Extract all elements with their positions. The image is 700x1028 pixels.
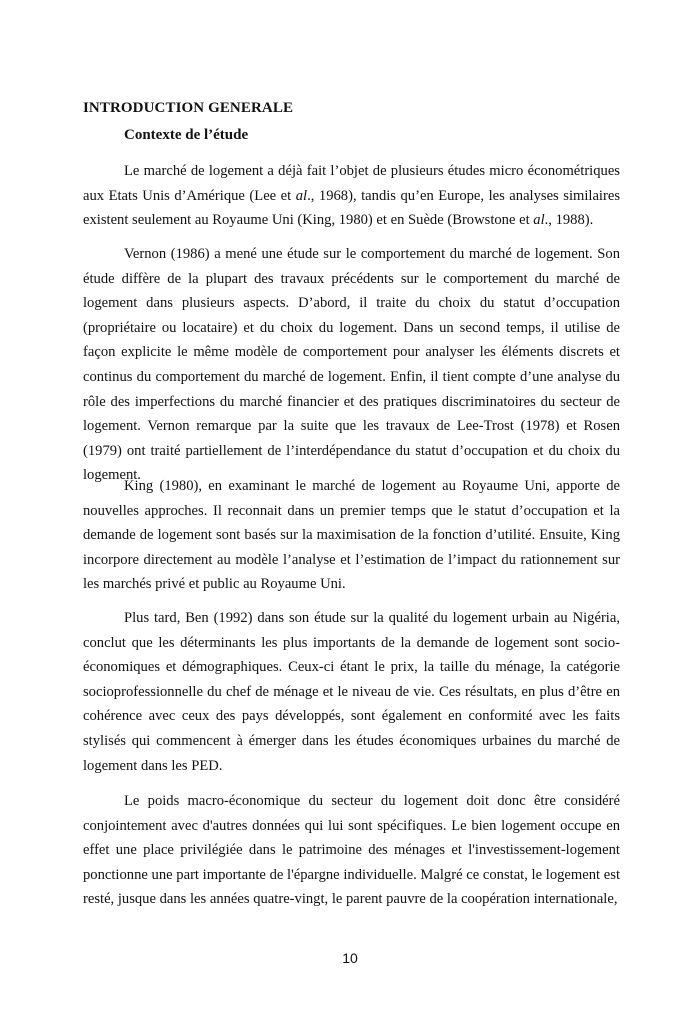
paragraph-2: Vernon (1986) a mené une étude sur le comportement du marché de logement. Son étude diffère de la plupart des travaux précédents sur le comportement du marché de logement dans plusieurs aspects. D’abord, il traite du choix du statut d’occupation (propriétaire ou locataire) et du choix du logement. Dans un second temps, il utilise de façon explicite le même modèle de comportement pour analyser les éléments discrets et continus du comportement du marché de logement. Enfin, il tient compte d’une analyse du rôle des imperfections du marché financier et des pratiques discriminatoires du secteur de logement. Vernon remarque par la suite que les travaux de Lee-Trost (1978) et Rosen (1979) ont traité partiellement de l’interdépendance du statut d’occupation et du choix du logement. <box>83 246 620 484</box>
paragraph-1-text-b: ., 1968), tandis qu’en Europe, les analyses similaires existent seulement au Royaume Uni (King, 1980) et en Suède (Browstone et <box>83 187 621 229</box>
paragraph-1-italic-1: al <box>295 187 308 204</box>
paragraph-5: Le poids macro-économique du secteur du logement doit donc être considéré conjointement avec d'autres données qui lui sont spécifiques. Le bien logement occupe en effet une place privilégiée dans le patrimoine des ménages et l'investissement-logement ponctionne une part importante de l'épargne individuelle. Malgré ce constat, le logement est resté, jusque dans les années quatre-vingt, le parent pauvre de la coopération internationale, <box>83 793 620 908</box>
page-number: 10 <box>342 950 358 966</box>
paragraph-1 <box>83 159 620 233</box>
subsection-heading: Contexte de l’étude <box>124 127 249 143</box>
paragraph-1-text-c: ., 1988). <box>544 212 594 229</box>
paragraph-1-italic-2: al <box>533 212 545 229</box>
paragraph-1-text-a: Le marché de logement a déjà fait l’objet de plusieurs études micro économétriques aux Etats Unis d’Amérique (Lee et <box>83 163 620 204</box>
section-heading: INTRODUCTION GENERALE <box>83 100 294 116</box>
paragraph-3: King (1980), en examinant le marché de logement au Royaume Uni, apporte de nouvelles approches. Il reconnait dans un premier temps que le statut d’occupation et la demande de logement sont basés sur la maximisation de la fonction d’utilité. Ensuite, King incorpore directement au modèle l’analyse et l’estimation de l’impact du rationnement sur les marchés privé et public au Royaume Uni. <box>83 478 620 593</box>
paragraph-4: Plus tard, Ben (1992) dans son étude sur la qualité du logement urbain au Nigéria, conclut que les déterminants les plus importants de la demande de logement sont socio-économiques et démographiques. Ceux-ci étant le prix, la taille du ménage, la catégorie socioprofessionnelle du chef de ménage et le niveau de vie. Ces résultats, en plus d’être en cohérence avec ceux des pays développés, sont également en conformité avec les faits stylisés qui commencent à émerger dans les études économiques urbaines du marché de logement dans les PED. <box>83 610 620 774</box>
